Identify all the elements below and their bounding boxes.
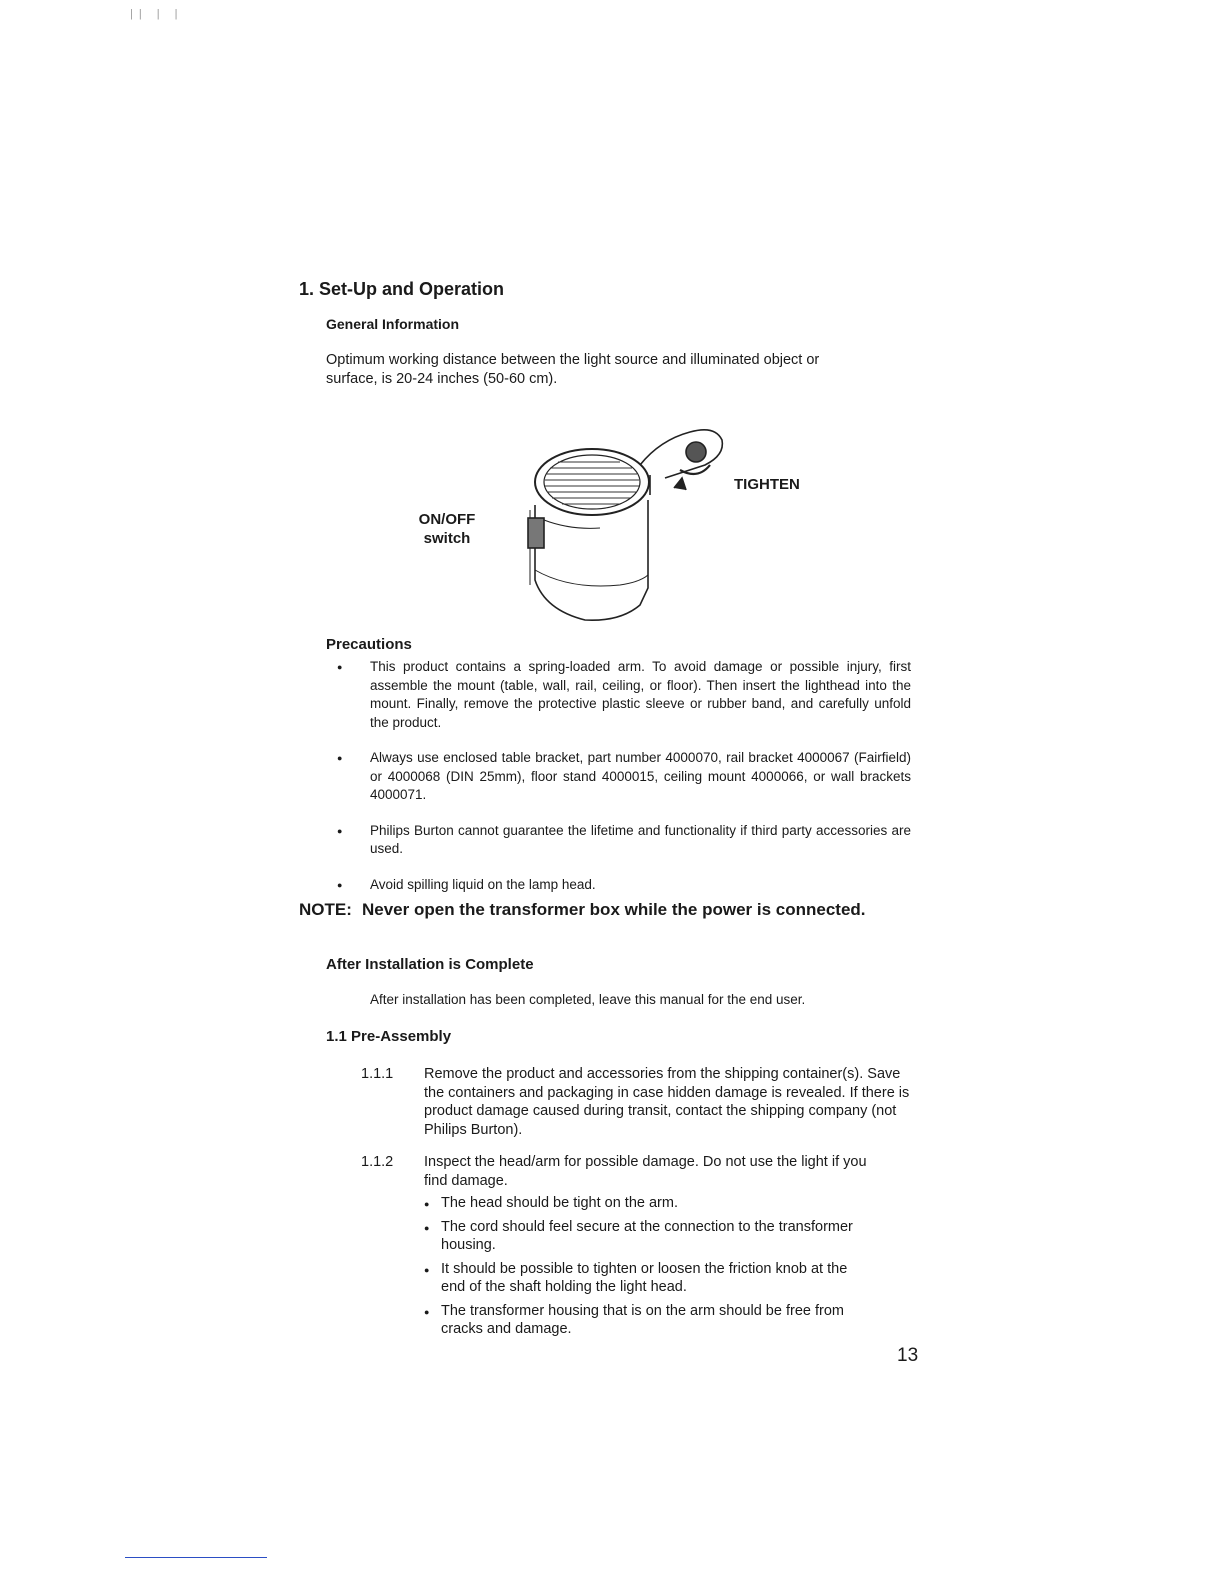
general-information-text bbox=[326, 351, 926, 388]
precautions-list bbox=[370, 658, 911, 911]
scan-marks: || | | bbox=[130, 8, 184, 20]
list-item: ● Always use enclosed table bracket, part number 4000070, rail bracket 4000067 (Fairfield) or 4000068 (DIN 25mm), floor stand 4000015, ceiling mount 4000066, or wall brackets 4000071. bbox=[370, 749, 911, 805]
step-2-checklist bbox=[424, 1194, 874, 1339]
list-item: ● It should be possible to tighten or loosen the friction knob at the end of the shaft holding the light head. bbox=[424, 1260, 874, 1297]
note-label: NOTE: bbox=[299, 900, 352, 919]
step-number: 1.1.2 bbox=[361, 1154, 394, 1170]
list-item: ● The head should be tight on the arm. bbox=[424, 1194, 874, 1213]
step-text bbox=[424, 1153, 874, 1344]
step-text: Remove the product and accessories from the shipping container(s). Save the containers and packaging in case hidden damage is revealed. If there is product damage caused during transit, contact the shipping company (not Philips Burton). bbox=[424, 1066, 910, 1138]
precautions-heading: Precautions bbox=[326, 636, 412, 653]
step-2-intro: Inspect the head/arm for possible damage. Do not use the light if you find damage. bbox=[424, 1154, 867, 1189]
step-1-1-1 bbox=[361, 1065, 921, 1145]
pre-assembly-heading: 1.1 Pre-Assembly bbox=[326, 1028, 452, 1045]
list-item: ● The cord should feel secure at the connection to the transformer housing. bbox=[424, 1218, 874, 1255]
section-title: 1. Set-Up and Operation bbox=[299, 279, 505, 299]
onoff-label-line-2: switch bbox=[423, 530, 471, 547]
after-installation-text: After installation has been completed, leave this manual for the end user. bbox=[370, 992, 806, 1007]
step-1-1-2 bbox=[361, 1153, 921, 1353]
list-item: ● The transformer housing that is on the arm should be free from cracks and damage. bbox=[424, 1302, 874, 1339]
list-item: ● This product contains a spring-loaded arm. To avoid damage or possible injury, first assemble the mount (table, wall, rail, ceiling, or floor). Then insert the lighthead into the mount. Finally, remove the protective plastic sleeve or rubber band, and carefully unfold the product. bbox=[370, 658, 911, 732]
note-text: Never open the transformer box while the power is connected. bbox=[362, 900, 866, 919]
general-text-line-2: surface, is 20-24 inches (50-60 cm). bbox=[326, 370, 558, 387]
footer-rule bbox=[125, 1557, 267, 1558]
page-number: 13 bbox=[897, 1345, 919, 1366]
after-installation-heading: After Installation is Complete bbox=[326, 956, 534, 973]
lamp-head-illustration bbox=[500, 410, 740, 630]
onoff-switch-label bbox=[405, 510, 489, 548]
step-number: 1.1.1 bbox=[361, 1066, 394, 1082]
list-item: ● Philips Burton cannot guarantee the lifetime and functionality if third party accessories are used. bbox=[370, 822, 911, 859]
note bbox=[299, 900, 866, 920]
general-text-line-1: Optimum working distance between the light source and illuminated object or bbox=[326, 352, 820, 368]
tighten-label: TIGHTEN bbox=[734, 476, 800, 493]
onoff-label-line-1: ON/OFF bbox=[418, 511, 476, 528]
list-item: ● Avoid spilling liquid on the lamp head. bbox=[370, 876, 911, 895]
general-information-heading: General Information bbox=[326, 316, 460, 332]
